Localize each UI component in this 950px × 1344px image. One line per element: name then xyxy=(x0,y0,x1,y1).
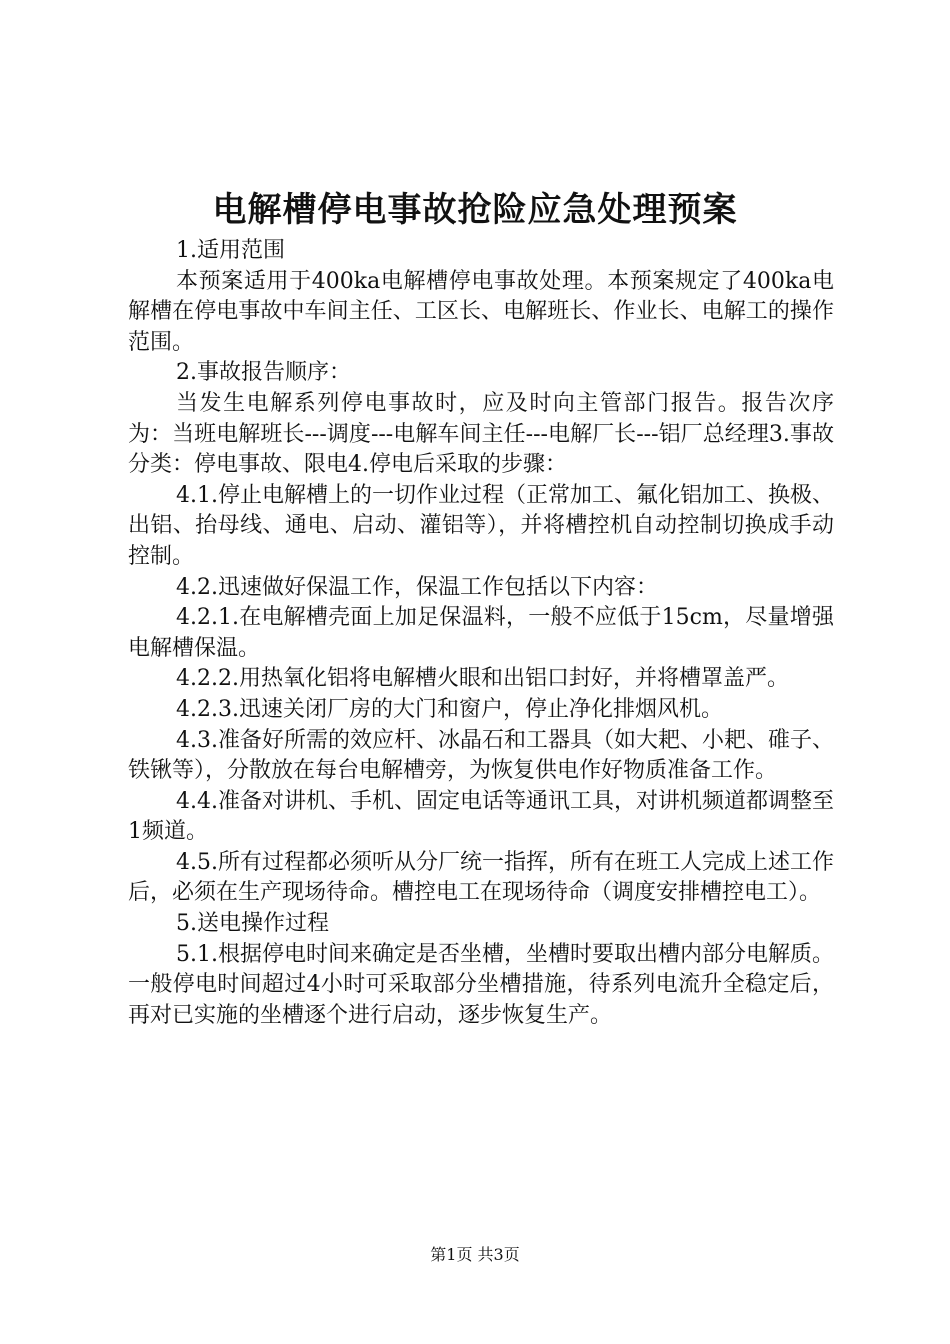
section-heading-scope: 1.适用范围 xyxy=(176,238,285,263)
paragraph-step-4-2-2: 4.2.2.用热氧化铝将电解槽火眼和出铝口封好，并将槽罩盖严。 xyxy=(176,666,789,692)
paragraph-step-5-1: 5.1.根据停电时间来确定是否坐槽，坐槽时要取出槽内部分电解质。一般停电时间超过4小时可采取部分坐槽措施，待系列电流升全稳定后，再对已实施的坐槽逐个进行启动，逐步恢复生产。 xyxy=(128,941,834,1028)
paragraph-step-4-2-1: 4.2.1.在电解槽壳面上加足保温料，一般不应低于15cm，尽量增强电解槽保温。 xyxy=(128,605,834,661)
section-heading-power-restore: 5.送电操作过程 xyxy=(176,911,329,937)
page-footer: 第1页 共3页 xyxy=(430,1245,520,1264)
paragraph-step-4-5: 4.5.所有过程都必须听从分厂统一指挥，所有在班工人完成上述工作后，必须在生产现场待命。槽控电工在现场待命（调度安排槽控电工）。 xyxy=(128,849,834,906)
paragraph-step-4-2: 4.2.迅速做好保温工作，保温工作包括以下内容： xyxy=(176,574,658,600)
paragraph-scope: 本预案适用于400ka电解槽停电事故处理。本预案规定了400ka电解槽在停电事故中车间主任、工区长、电解班长、作业长、电解工的操作范围。 xyxy=(128,268,834,355)
paragraph-step-4-3: 4.3.准备好所需的效应杆、冰晶石和工器具（如大耙、小耙、碓子、铁锹等），分散放在每台电解槽旁，为恢复供电作好物质准备工作。 xyxy=(128,727,834,784)
paragraph-report-order: 当发生电解系列停电事故时，应及时向主管部门报告。报告次序为：当班电解班长---调度---电解车间主任---电解厂长---铝厂总经理3.事故分类：停电事故、限电4.停电后采取的步骤： xyxy=(128,390,834,478)
section-heading-report-order: 2.事故报告顺序： xyxy=(176,360,351,386)
paragraph-step-4-1: 4.1.停止电解槽上的一切作业过程（正常加工、氟化铝加工、换极、出铝、抬母线、通电、启动、灌铝等），并将槽控机自动控制切换成手动控制。 xyxy=(128,482,834,569)
paragraph-step-4-4: 4.4.准备对讲机、手机、固定电话等通讯工具，对讲机频道都调整至1频道。 xyxy=(128,788,834,845)
paragraph-step-4-2-3: 4.2.3.迅速关闭厂房的大门和窗户，停止净化排烟风机。 xyxy=(176,696,723,722)
document-body xyxy=(128,236,834,1031)
document-title: 电解槽停电事故抢险应急处理预案 xyxy=(212,190,738,230)
